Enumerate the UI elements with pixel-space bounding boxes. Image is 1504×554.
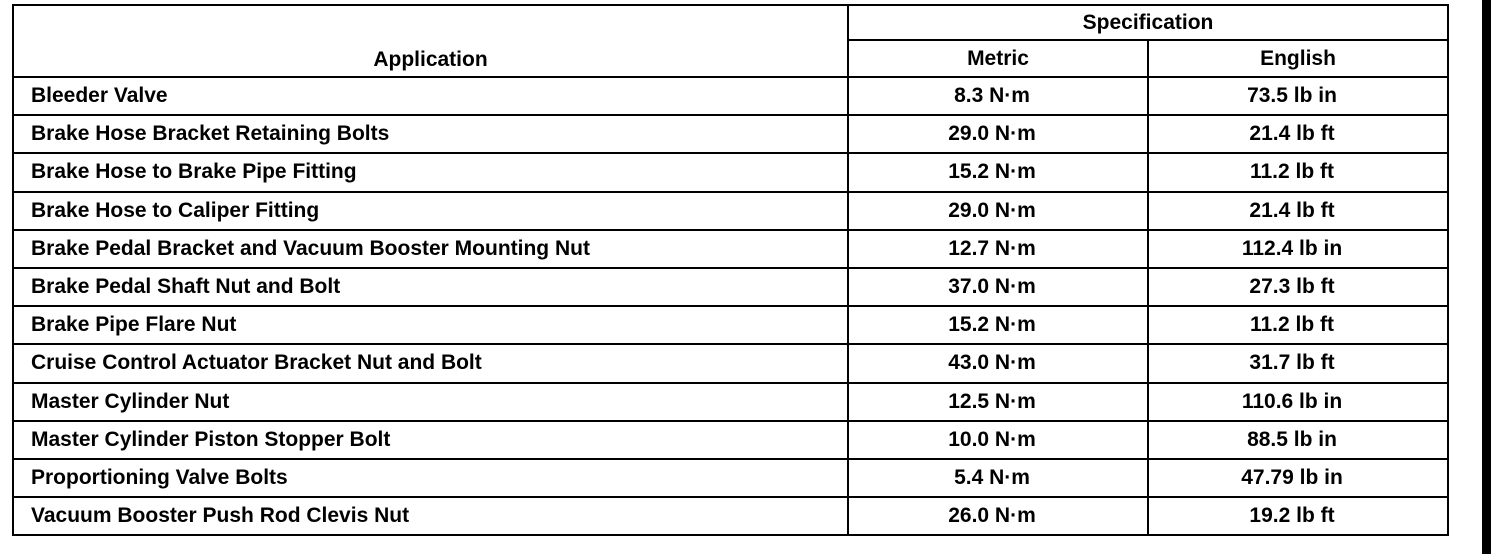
table-row bbox=[13, 192, 1448, 230]
english-header: English bbox=[1148, 40, 1448, 77]
application-cell: Cruise Control Actuator Bracket Nut and Bolt bbox=[13, 344, 848, 382]
table-body bbox=[13, 77, 1448, 535]
page-edge-rule bbox=[1482, 0, 1491, 554]
table-row bbox=[13, 268, 1448, 306]
table-row bbox=[13, 497, 1448, 535]
specification-header: Specification bbox=[848, 5, 1448, 40]
metric-cell: 12.7 N·m bbox=[848, 230, 1148, 268]
table-row bbox=[13, 230, 1448, 268]
table-row bbox=[13, 115, 1448, 153]
application-header: Application bbox=[13, 5, 848, 77]
application-cell: Proportioning Valve Bolts bbox=[13, 459, 848, 497]
application-cell: Brake Pipe Flare Nut bbox=[13, 306, 848, 344]
metric-cell: 12.5 N·m bbox=[848, 383, 1148, 421]
table-row bbox=[13, 153, 1448, 191]
english-cell: 31.7 lb ft bbox=[1148, 344, 1448, 382]
metric-cell: 29.0 N·m bbox=[848, 192, 1148, 230]
table-row bbox=[13, 344, 1448, 382]
english-cell: 27.3 lb ft bbox=[1148, 268, 1448, 306]
english-cell: 112.4 lb in bbox=[1148, 230, 1448, 268]
table-row bbox=[13, 77, 1448, 115]
metric-cell: 8.3 N·m bbox=[848, 77, 1148, 115]
english-cell: 11.2 lb ft bbox=[1148, 153, 1448, 191]
header-row-top bbox=[13, 5, 1448, 40]
english-cell: 47.79 lb in bbox=[1148, 459, 1448, 497]
torque-spec-table bbox=[12, 4, 1449, 536]
metric-cell: 43.0 N·m bbox=[848, 344, 1148, 382]
english-cell: 88.5 lb in bbox=[1148, 421, 1448, 459]
metric-cell: 29.0 N·m bbox=[848, 115, 1148, 153]
metric-header: Metric bbox=[848, 40, 1148, 77]
english-cell: 19.2 lb ft bbox=[1148, 497, 1448, 535]
table-row bbox=[13, 421, 1448, 459]
english-cell: 110.6 lb in bbox=[1148, 383, 1448, 421]
application-cell: Vacuum Booster Push Rod Clevis Nut bbox=[13, 497, 848, 535]
table-header bbox=[13, 5, 1448, 77]
application-cell: Brake Hose to Brake Pipe Fitting bbox=[13, 153, 848, 191]
metric-cell: 37.0 N·m bbox=[848, 268, 1148, 306]
application-cell: Brake Hose to Caliper Fitting bbox=[13, 192, 848, 230]
table-row bbox=[13, 383, 1448, 421]
application-cell: Brake Pedal Bracket and Vacuum Booster Mounting Nut bbox=[13, 230, 848, 268]
table-row bbox=[13, 459, 1448, 497]
metric-cell: 5.4 N·m bbox=[848, 459, 1148, 497]
english-cell: 21.4 lb ft bbox=[1148, 115, 1448, 153]
application-cell: Bleeder Valve bbox=[13, 77, 848, 115]
metric-cell: 15.2 N·m bbox=[848, 153, 1148, 191]
application-cell: Brake Pedal Shaft Nut and Bolt bbox=[13, 268, 848, 306]
metric-cell: 15.2 N·m bbox=[848, 306, 1148, 344]
english-cell: 21.4 lb ft bbox=[1148, 192, 1448, 230]
application-cell: Master Cylinder Piston Stopper Bolt bbox=[13, 421, 848, 459]
table-row bbox=[13, 306, 1448, 344]
english-cell: 73.5 lb in bbox=[1148, 77, 1448, 115]
application-cell: Brake Hose Bracket Retaining Bolts bbox=[13, 115, 848, 153]
application-cell: Master Cylinder Nut bbox=[13, 383, 848, 421]
english-cell: 11.2 lb ft bbox=[1148, 306, 1448, 344]
metric-cell: 10.0 N·m bbox=[848, 421, 1148, 459]
metric-cell: 26.0 N·m bbox=[848, 497, 1148, 535]
